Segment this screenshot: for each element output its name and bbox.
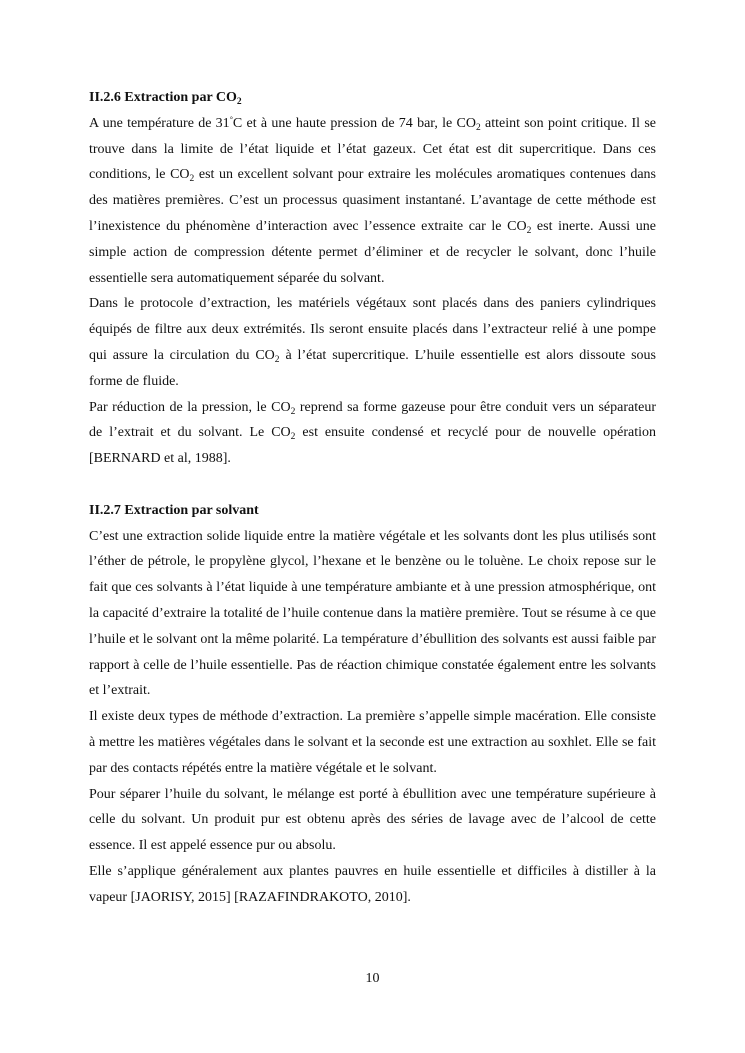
section-spacer xyxy=(89,472,656,498)
paragraph-solvant-4: Elle s’applique généralement aux plantes pauvres en huile essentielle et difficiles à distiller à la vapeur [JAORISY, 2015] [RAZAFINDRAKOTO, 2010]. xyxy=(89,863,656,905)
page-number: 10 xyxy=(365,971,380,986)
section-heading-co2: II.2.6 Extraction par $CO_2$ xyxy=(89,90,242,107)
document-page xyxy=(89,85,656,911)
section-heading-solvant: II.2.7 Extraction par solvant xyxy=(89,502,259,518)
paragraph-solvant-1: C’est une extraction solide liquide entre la matière végétale et les solvants dont les plus utilisés sont l’éther de pétrole, le propylène glycol, l’hexane et le benzène ou le toluène. Le choix repose sur le fait que ces solvants à l’état liquide à une température ambiante et à une pression atmosphérique, ont la capacité d’extraire la totalité de l’huile contenue dans la matière première. Tout se résume à ce que l’huile et le solvant ont la même polarité. La température d’ébullition des solvants est aussi faible par rapport à celle de l’huile essentielle. Pas de réaction chimique constatée également entre les solvants et l’extrait. xyxy=(89,528,656,699)
paragraph-co2-protocol: Dans le protocole d’extraction, les matériels végétaux sont placés dans des paniers cylindriques équipés de filtre aux deux extrémités. Ils seront ensuite placés dans l’extracteur relié à une pompe qui assure la circulation du $CO_2$ à l’état supercritique. L’huile essentielle est alors dissoute sous forme de fluide. xyxy=(89,296,656,389)
paragraph-solvant-3: Pour séparer l’huile du solvant, le mélange est porté à ébullition avec une température supérieure à celle du solvant. Un produit pur est obtenu après des séries de lavage avec de l’alcool de cette essence. Il est appelé essence pur ou absolu. xyxy=(89,786,656,854)
paragraph-solvant-2: Il existe deux types de méthode d’extraction. La première s’appelle simple macération. Elle consiste à mettre les matières végétales dans le solvant et la seconde est une extraction au soxhlet. Elle se fait par des contacts répétés entre la matière végétale et le solvant. xyxy=(89,709,656,776)
paragraph-co2-conditions: A une température de 31°C et à une haute pression de 74 bar, le $CO_2$ atteint son point critique. Il se trouve dans la limite de l’état liquide et l’état gazeux. Cet état est dit supercritique. Dans ces conditions, le $CO_2$ est un excellent solvant pour extraire les molécules aromatiques contenues dans des matières premières. C’est un processus quasiment instantané. L’avantage de cette méthode est l’inexistence du phénomène d’interaction avec l’essence extraite car le $CO_2$ est inerte. Aussi une simple action de compression détente permet d’éliminer et de recycler le solvant, donc l’huile essentielle sera automatiquement séparée du solvant. xyxy=(89,114,657,286)
paragraph-co2-pressure: Par réduction de la pression, le $CO_2$ reprend sa forme gazeuse pour être conduit vers un séparateur de l’extrait et du solvant. Le $CO_2$ est ensuite condensé et recyclé pour de nouvelle opération [BERNARD et al, 1988]. xyxy=(89,399,657,467)
